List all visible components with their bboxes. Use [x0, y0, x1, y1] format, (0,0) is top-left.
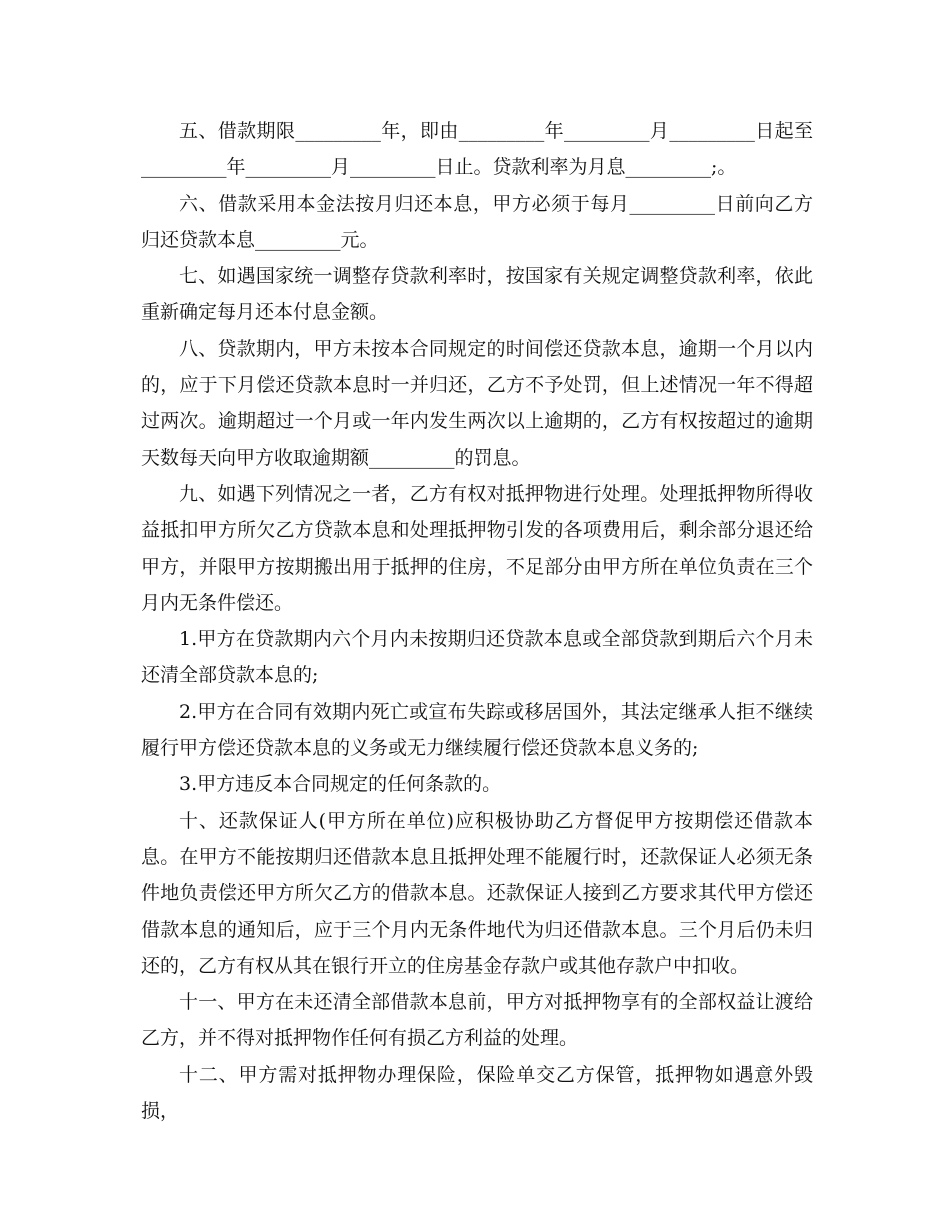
clause-9-item-3: 3.甲方违反本合同规定的任何条款的。 [179, 773, 502, 796]
clause-9-item-1: 1.甲方在贷款期内六个月内未按期归还贷款本息或全部贷款到期后六个月未还清全部贷款本息的; [141, 628, 813, 687]
clause-12: 十二、甲方需对抵押物办理保险，保险单交乙方保管，抵押物如遇意外毁损， [141, 1063, 813, 1123]
clause-7: 七、如遇国家统一调整存贷款利率时，按国家有关规定调整贷款利率，依此重新确定每月还本付息金额。 [141, 265, 813, 324]
clause-11: 十一、甲方在未还清全部借款本息前，甲方对抵押物享有的全部权益让渡给乙方，并不得对抵押物作任何有损乙方利益的处理。 [141, 991, 813, 1050]
clause-9: 九、如遇下列情况之一者，乙方有权对抵押物进行处理。处理抵押物所得收益抵扣甲方所欠乙方贷款本息和处理抵押物引发的各项费用后，剩余部分退还给甲方，并限甲方按期搬出用于抵押的住房，不足部分由甲方所在单位负责在三个月内无条件偿还。 [141, 482, 813, 614]
document-body [141, 113, 813, 1129]
clause-8: 八、贷款期内，甲方未按本合同规定的时间偿还贷款本息，逾期一个月以内的，应于下月偿还贷款本息时一并归还，乙方不予处罚，但上述情况一年不得超过两次。逾期超过一个月或一年内发生两次以上逾期的，乙方有权按超过的逾期天数每天向甲方收取逾期额_________的罚息。 [141, 337, 813, 469]
clause-5: 五、借款期限_________年，即由_________年_________月_________日起至_________年_________月_________日止。贷款利率为月息_________;。 [141, 120, 813, 179]
clause-9-item-2: 2.甲方在合同有效期内死亡或宣布失踪或移居国外，其法定继承人拒不继续履行甲方偿还贷款本息的义务或无力继续履行偿还贷款本息义务的; [141, 700, 813, 760]
clause-10: 十、还款保证人(甲方所在单位)应积极协助乙方督促甲方按期偿还借款本息。在甲方不能按期归还借款本息且抵押处理不能履行时，还款保证人必须无条件地负责偿还甲方所欠乙方的借款本息。还款保证人接到乙方要求其代甲方偿还借款本息的通知后，应于三个月内无条件地代为归还借款本息。三个月后仍未归还的，乙方有权从其在银行开立的住房基金存款户或其他存款户中扣收。 [141, 809, 813, 977]
clause-6: 六、借款采用本金法按月归还本息，甲方必须于每月_________日前向乙方归还贷款本息_________元。 [141, 192, 813, 251]
